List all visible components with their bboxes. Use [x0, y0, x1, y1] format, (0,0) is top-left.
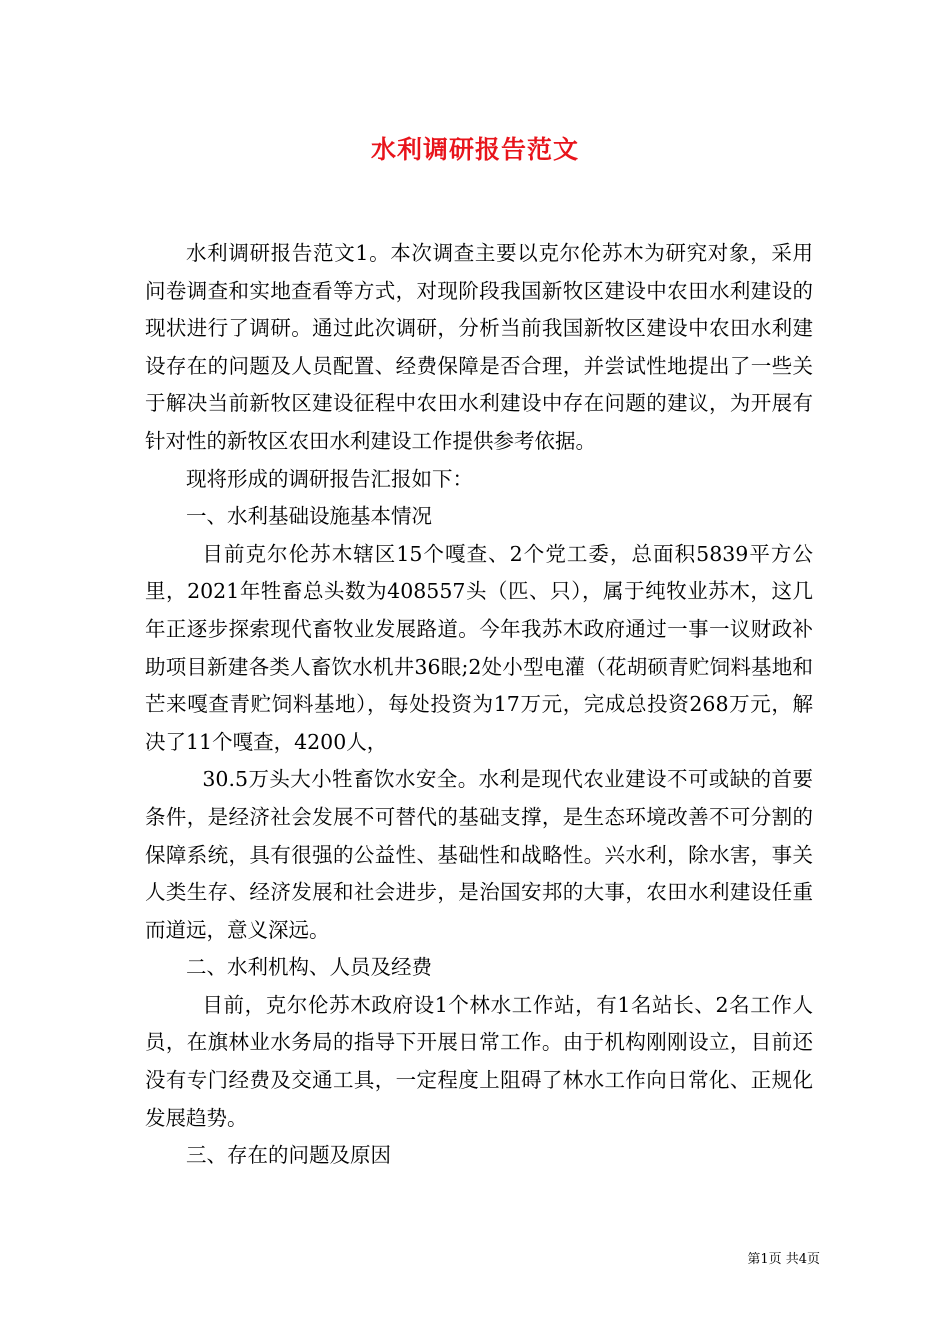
- paragraph-intro: 水利调研报告范文1。本次调查主要以克尔伦苏木为研究对象，采用问卷调查和实地查看等方式，对现阶段我国新牧区建设中农田水利建设的现状进行了调研。通过此次调研，分析当前我国新牧区建设中农田水利建设存在的问题及人员配置、经费保障是否合理，并尝试性地提出了一些关于解决当前新牧区建设征程中农田水利建设中存在问题的建议，为开展有针对性的新牧区农田水利建设工作提供参考依据。: [145, 241, 813, 453]
- document-title: 水利调研报告范文: [370, 135, 579, 164]
- heading-section-1: 一、水利基础设施基本情况: [186, 504, 432, 529]
- paragraph-water-safety: 30.5万头大小牲畜饮水安全。水利是现代农业建设不可或缺的首要条件，是经济社会发展不可替代的基础支撑，是生态环境改善不可分割的保障系统，具有很强的公益性、基础性和战略性。兴水利，除水害，事关人类生存、经济发展和社会进步，是治国安邦的大事，农田水利建设任重而道远，意义深远。: [145, 767, 813, 942]
- document-body: [145, 235, 813, 1175]
- paragraph-report-lead: 现将形成的调研报告汇报如下：: [186, 466, 473, 491]
- paragraph-infrastructure: 目前克尔伦苏木辖区15个嘎查、2个党工委，总面积5839平方公里，2021年牲畜总头数为408557头（匹、只），属于纯牧业苏木，这几年正逐步探索现代畜牧业发展路道。今年我苏木政府通过一事一议财政补助项目新建各类人畜饮水机井36眼;2处小型电灌（花胡硕青贮饲料基地和芒来嘎查青贮饲料基地），每处投资为17万元，完成总投资268万元，解决了11个嘎查，4200人，: [145, 541, 813, 754]
- heading-section-2: 二、水利机构、人员及经费: [186, 955, 432, 980]
- page-number: 第1页 共4页: [747, 1252, 820, 1267]
- paragraph-organization: 目前，克尔伦苏木政府设1个林水工作站，有1名站长、2名工作人员，在旗林业水务局的指导下开展日常工作。由于机构刚刚设立，目前还没有专门经费及交通工具，一定程度上阻碍了林水工作向日常化、正规化发展趋势。: [145, 992, 813, 1130]
- heading-section-3: 三、存在的问题及原因: [186, 1143, 391, 1168]
